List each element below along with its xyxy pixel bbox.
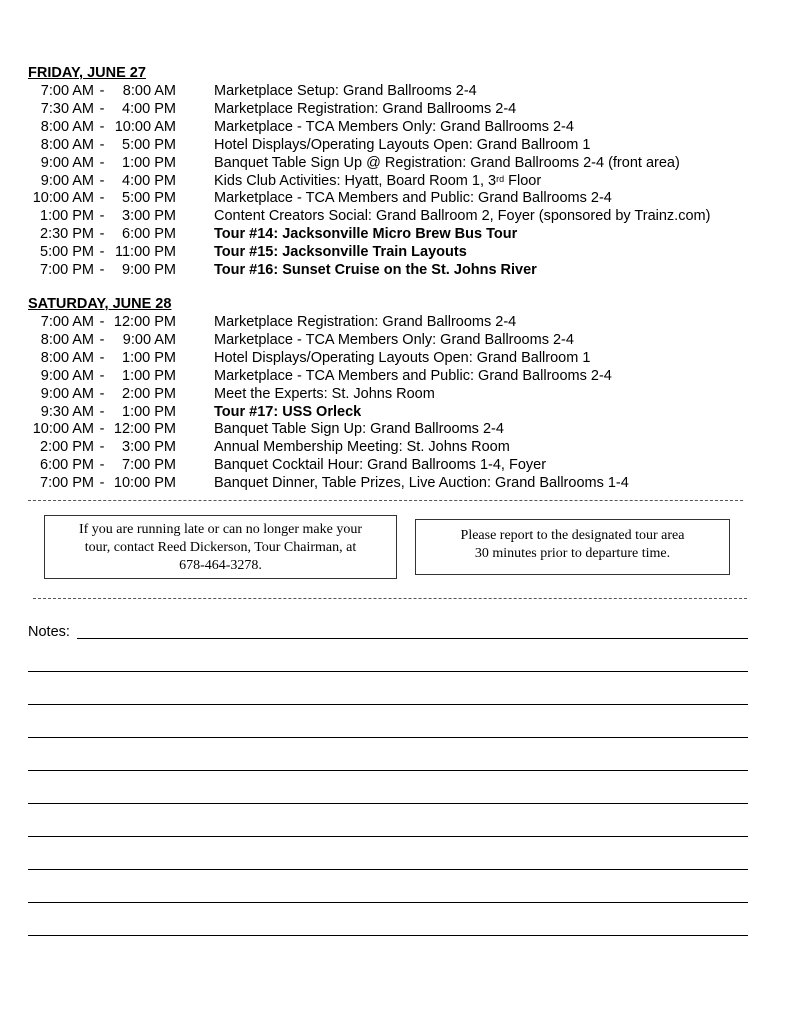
time-separator: - bbox=[99, 154, 105, 171]
event-description bbox=[214, 313, 516, 331]
notes-label: Notes: bbox=[28, 624, 70, 640]
late-notice-line: 678-464-3278. bbox=[179, 558, 262, 573]
time-separator: - bbox=[99, 421, 105, 438]
start-time: 7:00 PM bbox=[40, 262, 94, 278]
event-text: Marketplace - TCA Members and Public: Grand Ballrooms 2-4 bbox=[214, 190, 612, 207]
schedule-row bbox=[0, 118, 791, 136]
start-time: 2:00 PM bbox=[40, 439, 94, 456]
time-range bbox=[28, 385, 178, 403]
time-separator: - bbox=[99, 314, 105, 330]
start-time: 10:00 AM bbox=[32, 421, 94, 438]
event-description bbox=[214, 474, 629, 492]
end-time: 10:00 PM bbox=[113, 475, 176, 492]
time-range bbox=[28, 474, 178, 492]
end-time: 12:00 PM bbox=[113, 421, 176, 438]
start-time: 10:00 AM bbox=[32, 190, 94, 207]
schedule-row bbox=[0, 403, 791, 421]
end-time: 10:00 AM bbox=[114, 118, 176, 135]
dashed-divider bbox=[28, 500, 743, 501]
end-time: 3:00 PM bbox=[122, 439, 176, 456]
time-range bbox=[28, 207, 178, 225]
time-separator: - bbox=[99, 457, 105, 474]
event-text: Hotel Displays/Operating Layouts Open: Grand Ballroom 1 bbox=[214, 349, 591, 366]
start-time: 7:00 AM bbox=[40, 314, 94, 330]
time-separator: - bbox=[99, 349, 105, 366]
start-time: 6:00 PM bbox=[40, 457, 94, 474]
event-text: Marketplace Setup: Grand Ballrooms 2-4 bbox=[214, 83, 477, 99]
note-line bbox=[28, 671, 748, 672]
friday-header: FRIDAY, JUNE 27 bbox=[28, 65, 146, 81]
time-range bbox=[28, 136, 178, 154]
start-time: 9:30 AM bbox=[40, 403, 94, 420]
schedule-row bbox=[0, 420, 791, 438]
report-notice-line: 30 minutes prior to departure time. bbox=[474, 546, 671, 561]
end-time: 4:00 PM bbox=[122, 172, 176, 189]
late-notice-line: tour, contact Reed Dickerson, Tour Chairman, at bbox=[84, 540, 357, 555]
ordinal-suffix: rd bbox=[496, 173, 505, 184]
end-time: 1:00 PM bbox=[122, 403, 176, 420]
time-separator: - bbox=[99, 367, 105, 384]
tour-description bbox=[214, 403, 361, 421]
event-text-suffix: Floor bbox=[504, 172, 542, 189]
late-notice-box bbox=[44, 515, 397, 579]
event-description bbox=[214, 207, 710, 225]
event-text: Hotel Displays/Operating Layouts Open: Grand Ballroom 1 bbox=[214, 136, 591, 153]
start-time: 5:00 PM bbox=[40, 244, 94, 261]
time-range bbox=[28, 331, 178, 349]
schedule-row bbox=[0, 313, 791, 331]
time-separator: - bbox=[99, 83, 105, 99]
start-time: 2:30 PM bbox=[40, 226, 94, 243]
time-range bbox=[28, 172, 178, 190]
dashed-divider bbox=[33, 598, 747, 599]
schedule-row bbox=[0, 154, 791, 172]
time-range bbox=[28, 403, 178, 421]
time-range bbox=[28, 456, 178, 474]
schedule-row bbox=[0, 367, 791, 385]
schedule-row bbox=[0, 385, 791, 403]
start-time: 9:00 AM bbox=[40, 154, 94, 171]
event-description bbox=[214, 438, 510, 456]
schedule-row bbox=[0, 438, 791, 456]
event-text: Tour #16: Sunset Cruise on the St. Johns River bbox=[214, 262, 537, 278]
event-text: Annual Membership Meeting: St. Johns Room bbox=[214, 439, 510, 456]
note-line bbox=[28, 869, 748, 870]
start-time: 7:00 AM bbox=[40, 83, 94, 99]
end-time: 12:00 PM bbox=[113, 314, 176, 330]
event-description bbox=[214, 456, 546, 474]
time-range bbox=[28, 420, 178, 438]
event-text: Banquet Table Sign Up: Grand Ballrooms 2-4 bbox=[214, 421, 504, 438]
end-time: 5:00 PM bbox=[122, 190, 176, 207]
time-range bbox=[28, 118, 178, 136]
note-line bbox=[28, 737, 748, 738]
schedule-row bbox=[0, 225, 791, 243]
late-notice-line: If you are running late or can no longer make your bbox=[78, 522, 362, 537]
tour-description bbox=[214, 225, 517, 243]
end-time: 4:00 PM bbox=[122, 100, 176, 117]
note-line bbox=[28, 836, 748, 837]
time-range bbox=[28, 349, 178, 367]
note-line bbox=[28, 704, 748, 705]
start-time: 7:00 PM bbox=[40, 475, 94, 492]
event-description bbox=[214, 172, 541, 190]
event-description bbox=[214, 420, 504, 438]
schedule-row bbox=[0, 349, 791, 367]
event-text: Tour #15: Jacksonville Train Layouts bbox=[214, 244, 467, 261]
end-time: 9:00 AM bbox=[122, 331, 176, 348]
event-text: Marketplace - TCA Members Only: Grand Ballrooms 2-4 bbox=[214, 331, 574, 348]
start-time: 8:00 AM bbox=[40, 349, 94, 366]
end-time: 1:00 PM bbox=[122, 349, 176, 366]
tour-description bbox=[214, 243, 467, 261]
event-text: Content Creators Social: Grand Ballroom 2, Foyer (sponsored by Trainz.com) bbox=[214, 208, 711, 225]
event-text: Tour #14: Jacksonville Micro Brew Bus Tour bbox=[214, 226, 518, 243]
report-notice-box bbox=[415, 519, 730, 575]
time-separator: - bbox=[99, 190, 105, 207]
time-range bbox=[28, 261, 178, 279]
schedule-row bbox=[0, 189, 791, 207]
time-separator: - bbox=[99, 385, 105, 402]
start-time: 9:00 AM bbox=[40, 367, 94, 384]
event-text: Marketplace Registration: Grand Ballrooms 2-4 bbox=[214, 314, 517, 330]
time-range bbox=[28, 82, 178, 100]
end-time: 5:00 PM bbox=[122, 136, 176, 153]
end-time: 7:00 PM bbox=[122, 457, 176, 474]
report-notice-line: Please report to the designated tour area bbox=[460, 528, 685, 543]
event-description bbox=[214, 100, 516, 118]
schedule-row bbox=[0, 456, 791, 474]
time-separator: - bbox=[99, 244, 105, 261]
note-line bbox=[77, 638, 748, 639]
end-time: 6:00 PM bbox=[122, 226, 176, 243]
time-range bbox=[28, 100, 178, 118]
schedule-row bbox=[0, 172, 791, 190]
event-text: Marketplace - TCA Members Only: Grand Ballrooms 2-4 bbox=[214, 118, 574, 135]
event-description bbox=[214, 118, 574, 136]
time-separator: - bbox=[99, 118, 105, 135]
note-line bbox=[28, 803, 748, 804]
event-description bbox=[214, 189, 612, 207]
end-time: 1:00 PM bbox=[122, 367, 176, 384]
end-time: 8:00 AM bbox=[122, 83, 176, 99]
note-line bbox=[28, 902, 748, 903]
schedule-row bbox=[0, 82, 791, 100]
event-description bbox=[214, 136, 590, 154]
time-separator: - bbox=[99, 331, 105, 348]
event-text: Marketplace Registration: Grand Ballrooms 2-4 bbox=[214, 100, 517, 117]
time-range bbox=[28, 154, 178, 172]
event-text: Kids Club Activities: Hyatt, Board Room 1, 3 bbox=[214, 172, 497, 189]
schedule-row bbox=[0, 100, 791, 118]
end-time: 3:00 PM bbox=[122, 208, 176, 225]
event-description bbox=[214, 367, 612, 385]
start-time: 1:00 PM bbox=[40, 208, 94, 225]
event-text: Meet the Experts: St. Johns Room bbox=[214, 385, 435, 402]
event-text: Banquet Table Sign Up @ Registration: Grand Ballrooms 2-4 (front area) bbox=[214, 154, 680, 171]
time-separator: - bbox=[99, 262, 105, 278]
end-time: 9:00 PM bbox=[122, 262, 176, 278]
event-description bbox=[214, 385, 435, 403]
tour-description bbox=[214, 261, 537, 279]
time-range bbox=[28, 367, 178, 385]
event-text: Tour #17: USS Orleck bbox=[214, 403, 362, 420]
saturday-header: SATURDAY, JUNE 28 bbox=[28, 296, 172, 312]
time-separator: - bbox=[99, 403, 105, 420]
end-time: 2:00 PM bbox=[122, 385, 176, 402]
end-time: 1:00 PM bbox=[122, 154, 176, 171]
start-time: 8:00 AM bbox=[40, 331, 94, 348]
time-range bbox=[28, 189, 178, 207]
time-separator: - bbox=[99, 475, 105, 492]
end-time: 11:00 PM bbox=[115, 244, 176, 261]
time-range bbox=[28, 313, 178, 331]
start-time: 9:00 AM bbox=[40, 385, 94, 402]
event-description bbox=[214, 349, 590, 367]
schedule-row bbox=[0, 207, 791, 225]
event-text: Marketplace - TCA Members and Public: Grand Ballrooms 2-4 bbox=[214, 367, 612, 384]
start-time: 7:30 AM bbox=[40, 100, 94, 117]
time-separator: - bbox=[99, 226, 105, 243]
time-range bbox=[28, 225, 178, 243]
start-time: 8:00 AM bbox=[40, 118, 94, 135]
event-text: Banquet Cocktail Hour: Grand Ballrooms 1-4, Foyer bbox=[214, 457, 547, 474]
schedule-row bbox=[0, 474, 791, 492]
schedule-row bbox=[0, 243, 791, 261]
event-description bbox=[214, 331, 574, 349]
time-separator: - bbox=[99, 136, 105, 153]
time-range bbox=[28, 438, 178, 456]
time-separator: - bbox=[99, 208, 105, 225]
note-line bbox=[28, 935, 748, 936]
schedule-row bbox=[0, 261, 791, 279]
schedule-row bbox=[0, 331, 791, 349]
event-description bbox=[214, 154, 680, 172]
time-separator: - bbox=[99, 100, 105, 117]
start-time: 8:00 AM bbox=[40, 136, 94, 153]
event-description bbox=[214, 82, 477, 100]
time-separator: - bbox=[99, 172, 105, 189]
schedule-row bbox=[0, 136, 791, 154]
time-separator: - bbox=[99, 439, 105, 456]
start-time: 9:00 AM bbox=[40, 172, 94, 189]
event-text: Banquet Dinner, Table Prizes, Live Auction: Grand Ballrooms 1-4 bbox=[214, 475, 629, 492]
note-line bbox=[28, 770, 748, 771]
time-range bbox=[28, 243, 178, 261]
